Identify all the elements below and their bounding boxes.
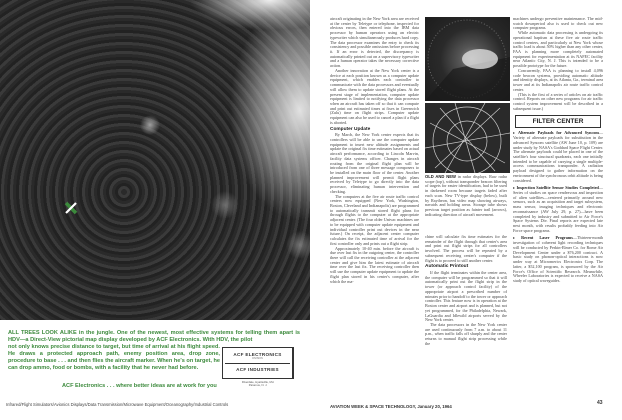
address-line: Paramus, N. J. [248,383,268,388]
article-column-1 [330,17,419,284]
paragraph: Concurrently, FAA is planning to install 4,096 code beacon systems, providing automatic altitude and identity displays, at its Atlanta, Ga., terminal area tower and at its Indianapolis air route traffic control center. [513,67,603,92]
page-footer: AVIATION WEEK & SPACE TECHNOLOGY, January 20, 1964 [330,404,452,409]
address-line: Riverdale, Hyattsville, Md. [241,380,275,384]
jungle-photo [0,0,310,320]
paragraph: Another innovation at the New York center is a device at each position known as a computer update equipment, which enables each controller to communicate with the data processors and eventually will allow them to update stored flight plans. At the present stage of implementation, computer update equipment is limited to notifying the data processor when an aircraft has taken off so that it can compute and print out estimated times at fixes in Greenwich (Zulu) time on flight strips. Computer update equipment can also be used to cancel a plan if a flight is aborted. [330,67,419,125]
news-item: ▸ Inspection Satellite Sensor Studies Completed—Series of studies on space rendezvous and inspection of alien satellites—centered primarily around new sensors, such as an acquisition and target subsystem, mass sensor, imaging techniques and electronic reconnaissance (AW July 29, p. 27)—have been completed by industry and submitted to Air Force's Space Systems Div. Final reports are expected late next month, with results probably feeding into Air Force space programs. [513,185,603,233]
paragraph: aircraft originating in the New York area are received at the center by Teletype or telephone, inspected for obvious errors, then entered into the IBM data processor by human operators using an electric typewriter which simultaneously produces hard copy. The data processor examines the entry to check its consistency and possible omissions before processing it. If an error is detected, the discrepancy is automatically printed out on a supervisory typewriter and a human operator takes the necessary corrective action. [330,16,419,69]
section-heading: Computer Update [330,126,371,132]
section-heading: Automatic Printout [425,264,469,270]
paragraph: chine will calculate fix time estimates for the remainder of the flight through that center's area and print out flight strips for all controllers involved. The process will be repeated by a subsequent receiving center's computer if the flight is to proceed to still another center. [425,234,507,263]
news-item-title: Alternate Payloads for Advanced Syncom [517,130,599,136]
aircraft-marker-icon [63,200,79,216]
news-item: ▸ Alternate Payloads for Advanced Syncom—Variety of alternate payloads for substitution in the advanced Syncom satellite (AW June 10, p. 109) are under study by NASA's Goddard Space Flight Center. The alternate payloads could be placed in one of the satellite's four structural quadrants, each one initially intended to be capable of carrying a single multiple-access communications transponder. A radiation payload designed to gather information on the environment of the synchronous orbit altitude is being considered. [513,130,603,183]
acf-logo-box [222,347,294,379]
article-column-3 [513,17,603,284]
paragraph: machines undergo preventive maintenance. The mid-watch downperiod also is used to check out new computer programs. [513,16,603,31]
paragraph: The computers at the five air route traffic control centers now equipped (New York, Washington, Boston, Cleveland and Indianapolis) are programmed to automatically transmit stored flight plans for through flights to the computer at the appropriate adjacent center. (The four older Univac machines are to be equipped with computer update equipment and individual controller print out devices in the near future.) On receipt, the adjacent center computer calculates the fix estimated time of arrival for the first controller only and prints out a flight strip. [330,193,419,246]
radar-scope-photo-old [425,17,510,101]
news-item-text: —Series of studies on space rendezvous and inspection of alien satellites—centered primarily around new sensors, such as an acquisition and target subsystem, mass sensor, imaging techniques and electronic reconnaissance (AW July 29, p. 27)—have been completed by industry and submitted to Air Force's Space Systems Div. Final reports are expected late next month, with results probably feeding into Air Force space programs. [513,185,603,233]
filter-center-banner [515,115,601,128]
news-item-title: Inspection Satellite Sensor Studies Completed [516,185,599,191]
paragraph: While automatic data processing is undergoing its operational baptism at these five air route traffic control centers, and particularly at New York whose traffic load is about 50% higher than any other center, FAA is planning more completely automated equipment for experimentation at its NAFEC facility near Atlantic City, N. J. This is intended to be a possible prototype for the future. [513,30,603,69]
paragraph: Approximately 10-40 min. before the aircraft is due over last fix in the outgoing center, the controller there will call the receiving controller at the adjacent center and give him the latest estimate of aircraft time over the last fix. The receiving controller then will use the computer update equipment to update the flight plan stored in his center's computer, after which the ma- [330,245,419,284]
article-column-2 [425,235,507,347]
ad-body-text: not only knows precise distance to target, but time of arrival at his flight speed. He draws a protected approach path, enemy position area, drop zone, procedure to base . . . and then flies the aircraft marker. When he's on target, he can drop ammo, food or bombs, with a facility that he never had before. [8,344,220,371]
acf-industries-label: ACF INDUSTRIES [236,367,279,372]
paragraph: (This is the first of a series of articles on air traffic control. Reports on other new programs for air traffic control system improvement will be described in a subsequent issue.) [513,91,603,111]
news-item-text: —Thirteen-month investigation of coherent light recording techniques will be conducted by Perkin-Elmer Co. for Rome Air Development Center under a $76,200 contract. A basic study on phonon-optical interactions is now under way at Micromerics Electronics Corp. The latter, a $52,100 program, is sponsored by the Air Force's Office of Scientific Research. Meanwhile, Wheeler Laboratories is expected to receive a NASA study of optical waveguides. [513,235,603,283]
news-item: ▸ Recent Laser Programs—Thirteen-month investigation of coherent light recording techniques will be conducted by Perkin-Elmer Co. for Rome Air Development Center under a $76,200 contract. A basic study on phonon-optical interactions is now under way at Micromerics Electronics Corp. The latter, a $52,100 program, is sponsored by the Air Force's Office of Scientific Research. Meanwhile, Wheeler Laboratories is expected to receive a NASA study of optical waveguides. [513,235,603,283]
ad-address [222,381,294,388]
ad-headline-text: in the jungle. One of the newest, most effective systems for telling them apart is HDV—a Direct-View pictorial map display developed by ACF Electronics. With HDV, the pilot [8,330,300,343]
acf-electronics-label: ACF ELECTRONICS [233,352,282,357]
ad-products-list: Infrared/Flight Simulators/Avionics Displays/Data Transmission/Microwave Equipment/Oceanography/Industrial Controls [6,402,229,407]
page-number: 43 [597,400,603,406]
ad-headline-lead: ALL TREES LOOK ALIKE [8,330,77,336]
photo-caption [425,175,507,217]
news-item-text: —Variety of alternate payloads for substitution in the advanced Syncom satellite (AW June 10, p. 109) are under study by NASA's Goddard Space Flight Center. The alternate payloads could be placed in one of the satellite's four structural quadrants, each one initially intended to be capable of carrying a single multiple-access communications transponder. A radiation payload designed to gather information on the environment of the synchronous orbit altitude is being considered. [513,130,603,183]
ad-tagline: ACF Electronics . . . where better ideas are at work for you [62,383,217,389]
caption-text: in radar displays. Raw radar scope (top), without transponder beacon filtering of targets for easier identification, had to be used in darkened room because targets faded after each scan. New TV-type display (below), built by Raytheon, has video map showing airways, navaids and holding areas. Storage tube shows previous target position as fainter trail (arrows), indicating direction of aircraft movement. [425,174,507,217]
paragraph: If the flight terminates within the center area, the computer will be programmed so that it will automatically print out the flight strip in the tower (or approach control facility) of the appropriate airport a prescribed number of minutes prior to handoff to the tower or approach controller. This feature now is in operation at the Boston center and airport and is planned, but not yet programmed, for the Philadelphia, Newark, LaGuardia and Idlewild airports served by the New York center. [425,270,507,323]
news-item-title: Recent Laser Programs [521,235,573,241]
paragraph: The data processors in the New York center are used continuously from 7 a.m. to about 11 p.m., when traffic falls off sharply and the center returns to manual flight strip processing while the [425,321,507,346]
divider [225,363,290,364]
paragraph: By March, the New York center expects that its controllers will be able to use the computer update equipment to insert new altitude assignments and update the original fix time estimates based on actual aircraft performance, according to Lincoln Marvin, facility data systems officer. Changes in aircraft routing from the original flight plan will be introduced from one of three message composers to be installed on the main floor of the center. Another planned improvement will permit flight plans received by Teletype to go directly into the data processor, eliminating human intervention and checking. [330,132,419,194]
filter-center-title: FILTER CENTER [532,117,584,125]
division-label: DIVISION [252,357,263,360]
radar-display-photo-new [425,103,510,173]
caption-lead: OLD AND NEW [425,174,456,179]
